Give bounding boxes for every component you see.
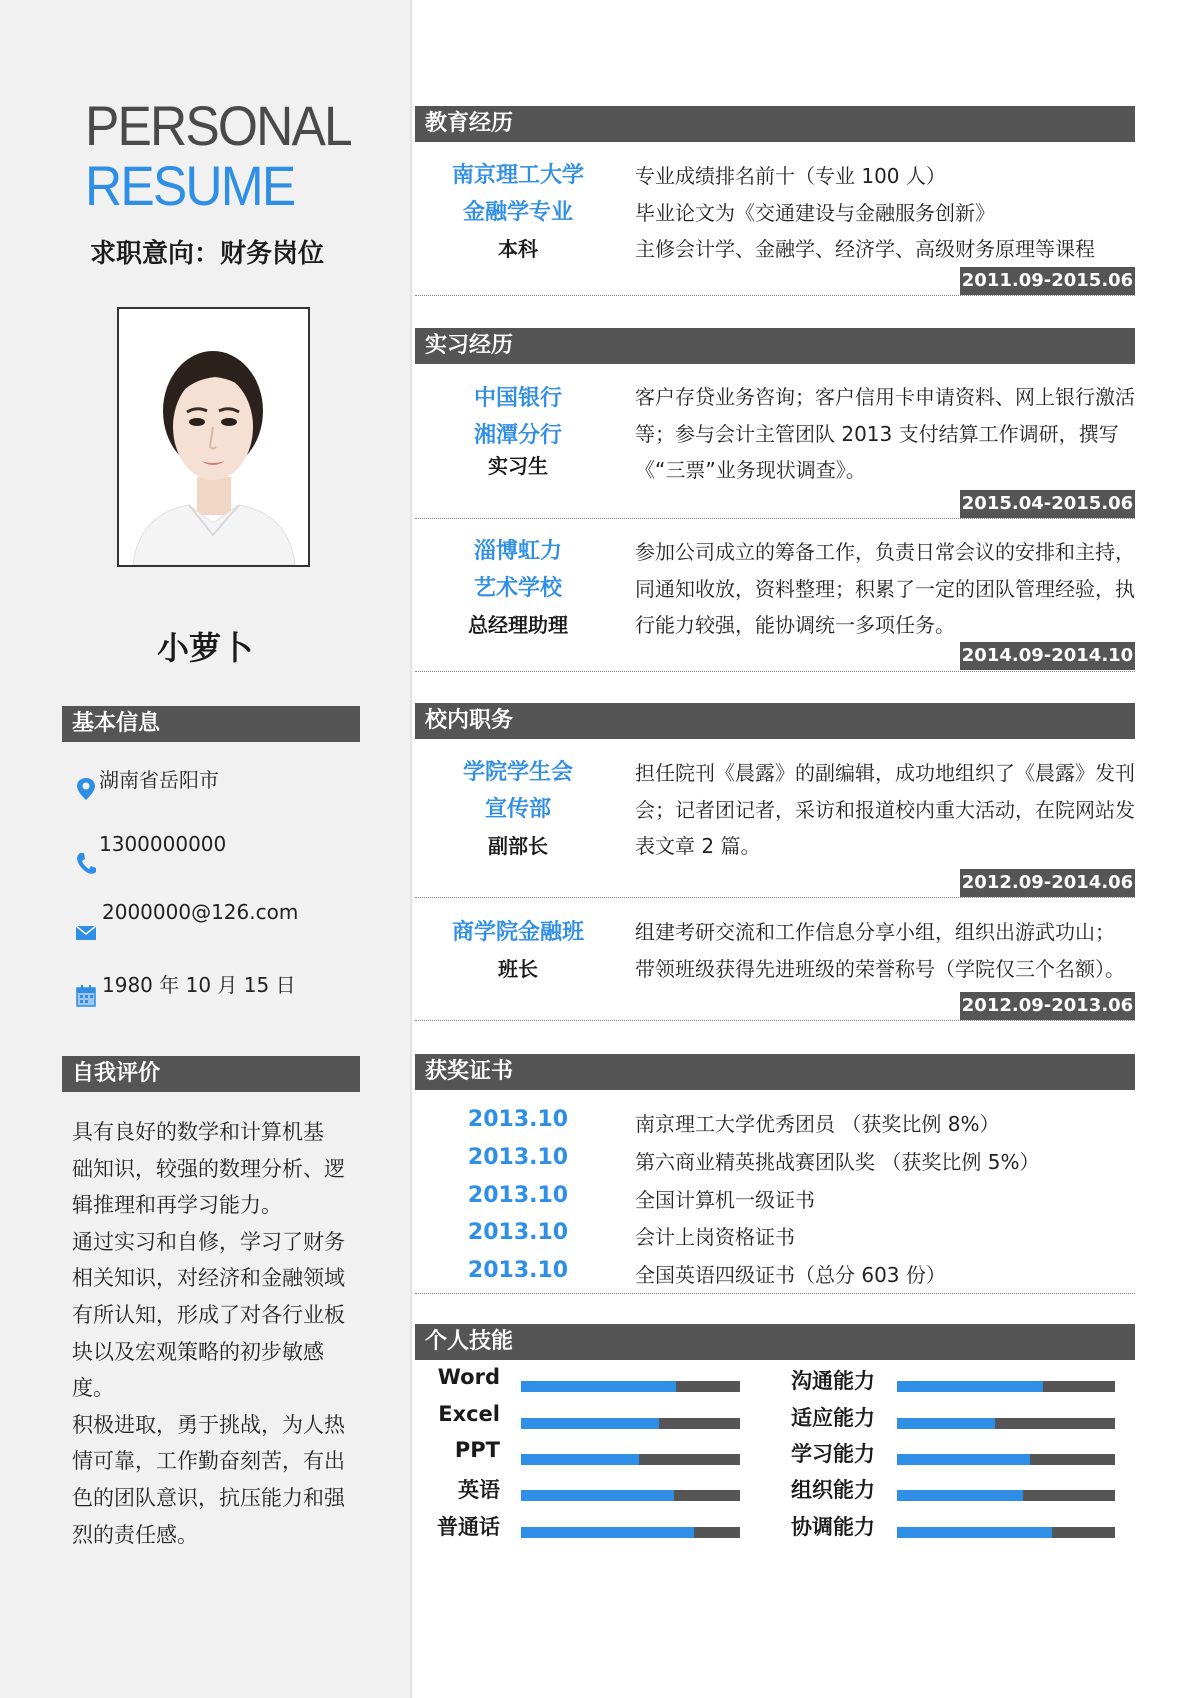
info-location [75,764,395,804]
divider [415,518,1135,519]
education-degree: 本科 [498,237,538,261]
skill-label: PPT [454,1438,500,1462]
internship-line: 等；参与会计主管团队 2013 支付结算工作调研，撰写 [635,421,1119,446]
self-eval-line: 度。 [72,1376,114,1401]
divider [415,671,1135,672]
skill-label: 组织能力 [791,1478,875,1502]
internship-org: 湘潭分行 [473,423,562,448]
campus-line: 表文章 2 篇。 [635,834,761,858]
skill-bar [897,1381,1115,1392]
self-eval-line: 相关知识，对经济和金融领域 [72,1266,345,1291]
self-eval-line: 有所认知，形成了对各行业板 [72,1302,345,1327]
campus-header: 校内职务 [415,703,1135,739]
self-eval-line: 通过实习和自修，学习了财务 [72,1229,345,1254]
internship-line: 参加公司成立的筹备工作，负责日常会议的安排和主持， [635,540,1135,564]
divider [415,295,1135,296]
campus-date-badge: 2012.09-2013.06 [960,992,1135,1020]
campus-org: 商学院金融班 [451,920,584,945]
skill-label: Excel [438,1402,500,1426]
info-birthday [75,969,395,1009]
skill-label: 适应能力 [791,1406,875,1430]
skill-label: 英语 [458,1478,500,1502]
education-line: 专业成绩排名前十（专业 100 人） [635,164,946,188]
self-evaluation [72,1114,362,1553]
email-icon [75,920,97,946]
internship-org: 中国银行 [473,386,562,411]
internship-role: 实习生 [488,454,548,478]
skill-bar [521,1454,740,1465]
divider [415,1293,1135,1294]
skill-bar-fill [897,1454,1030,1465]
skill-bar [521,1490,740,1501]
skill-bar-fill [897,1418,995,1429]
education-major: 金融学专业 [462,200,573,225]
campus-role: 班长 [498,957,538,981]
job-intent: 求职意向：财务岗位 [90,239,325,269]
internship-line: 同通知收放，资料整理；积累了一定的团队管理经验，执 [635,576,1135,601]
campus-org-block [418,914,618,988]
campus-role: 副部长 [488,834,548,858]
campus-date-badge: 2012.09-2014.06 [960,869,1135,897]
internship-header: 实习经历 [415,328,1135,364]
campus-details [635,914,1130,987]
profile-photo [117,307,310,567]
skill-bar [897,1418,1115,1429]
skill-bar [521,1418,740,1429]
award-date: 2013.10 [467,1258,569,1283]
info-location-text: 湖南省岳阳市 [99,768,219,792]
sidebar-divider [410,0,412,1698]
skill-bar [521,1527,740,1538]
education-line: 主修会计学、金融学、经济学、高级财务原理等课程 [635,237,1095,261]
basic-info-header: 基本信息 [62,706,360,742]
skill-bar-fill [521,1418,659,1429]
self-eval-line: 具有良好的数学和计算机基 [72,1120,324,1144]
self-eval-line: 积极进取，勇于挑战，为人热 [72,1412,345,1437]
internship-details [635,379,1135,489]
education-line: 毕业论文为《交通建设与金融服务创新》 [635,200,995,225]
campus-line: 担任院刊《晨露》的副编辑，成功地组织了《晨露》发刊 [635,761,1135,785]
award-text: 全国计算机一级证书 [635,1188,815,1212]
self-eval-header: 自我评价 [62,1056,360,1092]
internship-org-block [418,533,618,644]
self-eval-line: 辑推理和再学习能力。 [72,1193,282,1218]
self-eval-line: 情可靠，工作勤奋刻苦，有出 [72,1449,345,1474]
skill-label: 沟通能力 [791,1369,875,1393]
campus-org: 宣传部 [484,797,551,822]
phone-icon [75,850,97,876]
education-school-block [418,157,618,268]
education-header: 教育经历 [415,106,1135,142]
internship-details [635,534,1135,644]
award-text: 全国英语四级证书（总分 603 份） [635,1263,946,1287]
campus-details [635,755,1135,865]
calendar-icon [75,983,97,1009]
campus-line: 带领班级获得先进班级的荣誉称号（学院仅三个名额）。 [635,956,1125,981]
internship-line: 客户存贷业务咨询；客户信用卡申请资料、网上银行激活 [635,385,1135,409]
internship-org: 艺术学校 [473,576,562,601]
award-date: 2013.10 [467,1183,569,1208]
skills-header: 个人技能 [415,1324,1135,1360]
person-name: 小萝卜 [156,629,253,667]
internship-line: 行能力较强，能协调统一多项任务。 [635,613,955,637]
internship-role: 总经理助理 [468,613,568,637]
award-date: 2013.10 [467,1145,569,1170]
skill-bar [897,1527,1115,1538]
divider [415,897,1135,898]
self-eval-line: 烈的责任感。 [72,1522,198,1547]
education-details [635,158,1130,268]
education-date-badge: 2011.09-2015.06 [960,267,1135,295]
skill-bar-fill [521,1490,674,1501]
internship-date-badge: 2015.04-2015.06 [960,490,1135,518]
award-text: 第六商业精英挑战赛团队奖 （获奖比例 5%） [635,1150,1040,1174]
skill-bar [897,1490,1115,1501]
location-icon [75,776,97,802]
skill-bar [897,1454,1115,1465]
skill-label: 普通话 [437,1515,500,1539]
info-phone-text: 1300000000 [99,832,227,856]
internship-date-badge: 2014.09-2014.10 [960,642,1135,670]
info-birthday-text: 1980 年 10 月 15 日 [102,973,296,997]
skill-label: 学习能力 [791,1442,875,1466]
skill-bar-fill [521,1454,639,1465]
awards-header: 获奖证书 [415,1054,1135,1090]
divider [415,1020,1135,1021]
campus-org-block [418,754,618,865]
award-text: 会计上岗资格证书 [635,1225,795,1249]
skill-bar [521,1381,740,1392]
education-school: 南京理工大学 [451,163,584,188]
self-eval-line: 块以及宏观策略的初步敏感 [72,1339,324,1364]
internship-org: 淄博虹力 [473,539,562,564]
skill-bar-fill [897,1381,1043,1392]
logo-resume: RESUME [85,154,295,217]
self-eval-line: 础知识，较强的数理分析、逻 [72,1156,345,1181]
skill-bar-fill [897,1527,1052,1538]
award-date: 2013.10 [467,1107,569,1132]
logo-personal: PERSONAL [85,94,351,157]
skill-bar-fill [897,1490,1023,1501]
skill-bar-fill [521,1527,694,1538]
award-date: 2013.10 [467,1220,569,1245]
info-email-text: 2000000@126.com [102,900,299,924]
info-email [75,900,395,940]
skill-label: 协调能力 [791,1515,875,1539]
campus-line: 组建考研交流和工作信息分享小组，组织出游武功山； [635,920,1115,944]
campus-line: 会；记者团记者，采访和报道校内重大活动，在院网站发 [635,797,1135,822]
internship-org-block [418,380,618,485]
skill-label: Word [437,1365,500,1389]
campus-org: 学院学生会 [462,760,573,785]
internship-line: 《“三票”业务现状调查》。 [635,458,866,482]
award-text: 南京理工大学优秀团员 （获奖比例 8%） [635,1112,1000,1136]
self-eval-line: 色的团队意识，抗压能力和强 [72,1485,345,1510]
info-phone [75,832,395,872]
skill-bar-fill [521,1381,676,1392]
